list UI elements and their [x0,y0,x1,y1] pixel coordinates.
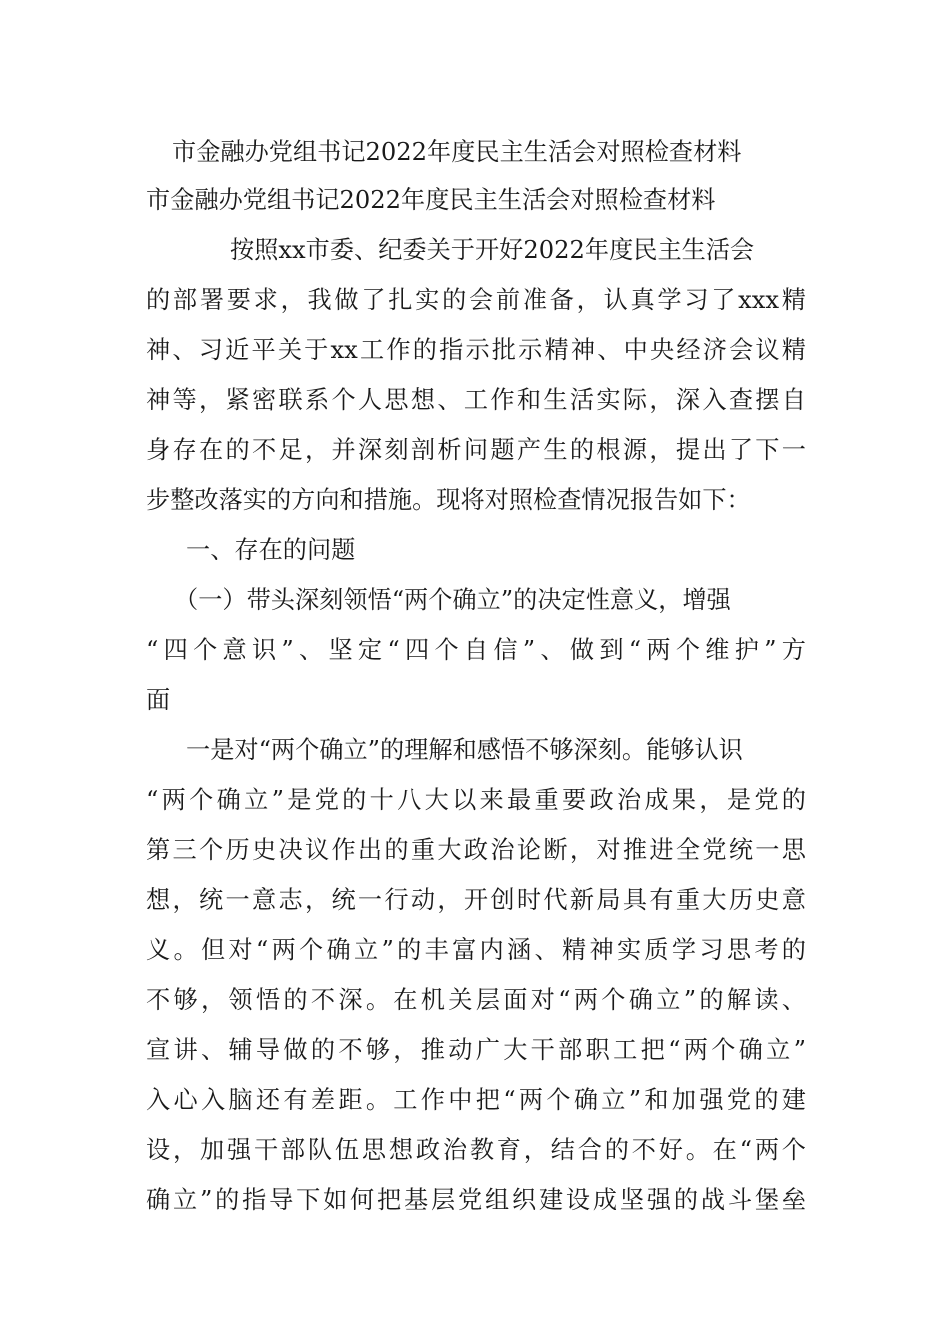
body-line: 想，统一意志，统一行动，开创时代新局具有重大历史意 [146,886,806,914]
intro-line: 身存在的不足，并深刻剖析问题产生的根源，提出了下一 [146,436,806,464]
body-line: 第三个历史决议作出的重大政治论断，对推进全党统一思 [146,836,806,864]
subsection-heading-line: “四个意识”、坚定“四个自信”、做到“两个维护”方 [146,636,806,664]
document-title-repeat: 市金融办党组书记2022年度民主生活会对照检查材料 [146,186,716,214]
subsection-heading-line: （一）带头深刻领悟“两个确立”的决定性意义，增强 [174,586,731,614]
body-line: 入心入脑还有差距。工作中把“两个确立”和加强党的建 [146,1086,806,1114]
intro-line: 的部署要求，我做了扎实的会前准备，认真学习了xxx精 [146,286,806,314]
body-line: 设，加强干部队伍思想政治教育，结合的不好。在“两个 [146,1136,806,1164]
intro-line: 按照xx市委、纪委关于开好2022年度民主生活会 [230,236,755,264]
body-line: 确立”的指导下如何把基层党组织建设成坚强的战斗堡垒 [146,1186,806,1214]
body-line: 义。但对“两个确立”的丰富内涵、精神实质学习思考的 [146,936,806,964]
body-line: 宣讲、辅导做的不够，推动广大干部职工把“两个确立” [146,1036,806,1064]
intro-line: 步整改落实的方向和措施。现将对照检查情况报告如下： [146,486,751,514]
intro-line: 神、习近平关于xx工作的指示批示精神、中央经济会议精 [146,336,806,364]
body-line: 一是对“两个确立”的理解和感悟不够深刻。能够认识 [186,736,743,764]
intro-line: 神等，紧密联系个人思想、工作和生活实际，深入查摆自 [146,386,806,414]
body-line: 不够，领悟的不深。在机关层面对“两个确立”的解读、 [146,986,806,1014]
document-title: 市金融办党组书记2022年度民主生活会对照检查材料 [172,138,742,166]
body-line: “两个确立”是党的十八大以来最重要政治成果，是党的 [146,786,806,814]
section-heading: 一、存在的问题 [186,536,356,564]
subsection-heading-line: 面 [146,686,171,714]
